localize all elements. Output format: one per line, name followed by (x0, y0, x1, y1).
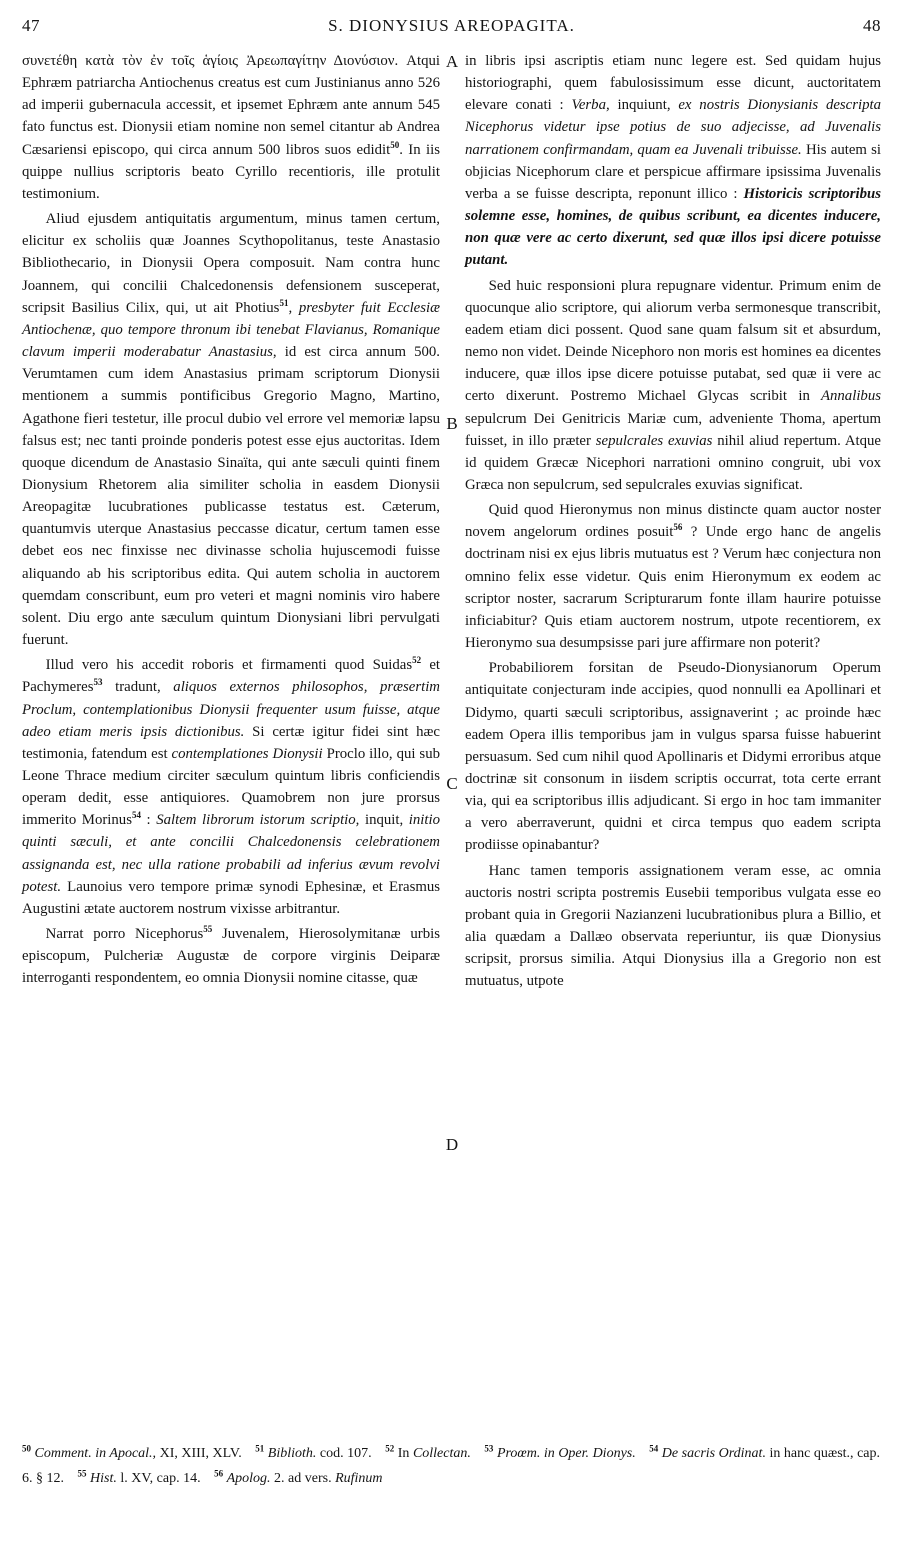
left-column (22, 50, 440, 990)
page-number-right: 48 (863, 16, 881, 35)
text-run: inquiunt, (609, 97, 671, 114)
margin-letter: B (446, 414, 458, 433)
text-run: Juvenalem, Hierosolymitanæ urbis episcopum, Pulcheriæ Augustæ de corpore virginis Deiparæ interroganti respondentem, eo omnia Dionysii nomine citasse, quæ (22, 926, 440, 987)
footnote-italic: Biblioth. (267, 1445, 317, 1461)
page-header (22, 8, 881, 38)
text-run: Si certæ igitur fidei sint hæc testimonia, fatendum est (22, 723, 440, 762)
footnote-ref: 54 (131, 810, 141, 821)
italic-run: contemplationes Dionysii (167, 745, 323, 762)
text-run: sepulcrum Dei Genitricis Mariæ cum, adveniente Thoma, apertum fuisset, in illo præter (465, 410, 881, 449)
footnote-mark: 51 (255, 1443, 265, 1453)
footnote (77, 1468, 201, 1487)
footnote-text: In (397, 1445, 413, 1461)
paragraph (465, 275, 881, 497)
footnote (385, 1443, 471, 1461)
text-run: inquit, (359, 812, 404, 829)
footnote-mark: 56 (214, 1468, 224, 1479)
paragraph (465, 50, 881, 272)
text-run: ? Unde ergo hanc de angelis doctrinam nisi ex ejus libris mutuatus est ? Verum hæc conjectura non omnino felix esse videtur. Quis enim Hieronymum ex eodem ac scriptor noster, sacrarum Scripturarum fonte illam haurire potuisse inficiabitur? Quis etiam auctorem nostrum, utpote recentiorem, ex Hieronymo sua desumpsisse pari jure affirmare non poterit? (465, 524, 881, 652)
paragraph (22, 208, 440, 651)
text-run: Illud vero his accedit roboris et firmamenti quod Suidas (45, 657, 413, 674)
text-run: Aliud ejusdem antiquitatis argumentum, minus tamen certum, elicitur ex scholiis quæ Joannes Scythopolitanus, teste Anastasio Bibliothecario, in Dionysii Opera composuit. Nam contra hunc Joannem, qui concilii Chalcedonensis defensionem susceperat, scripsit Basilius Cilix, qui, ut ait Photius (22, 211, 440, 316)
italic-run: Verba, (563, 97, 610, 114)
text-run: nihil aliud repertum. Atque id quidem Græcæ Nicephori narrationi omnino congruit, ubi vox Græca non sepulcrum, sed sepulcrales exuvias significat. (465, 432, 881, 493)
footnote (214, 1468, 383, 1487)
text-run: Narrat porro Nicephorus (45, 926, 204, 943)
paragraph (22, 923, 440, 989)
footnote-ref: 56 (673, 522, 683, 533)
footnote-italic: Apolog. (226, 1471, 271, 1487)
italic-run: Saltem librorum istorum scriptio, (150, 812, 360, 829)
text-run: Hanc tamen temporis assignationem veram esse, ac omnia auctoris nostri scripta postremis Eusebii temporibus vulgata esse eo probant quia in Gregorii Nazianzeni lucubrationibus plura a Billio, et alia quædam a Dallæo observata reperiuntur, iis quæ Dionysius scripsit, prorsus similia. Atqui Dionysius illa a Gregorio non est mutuatus, utpote (465, 862, 881, 990)
footnote-italic: Proœm. in Oper. Dionys. (496, 1445, 636, 1461)
running-title: S. DIONYSIUS AREOPAGITA. (328, 16, 575, 35)
italic-run: ex nostris Dionysianis descripta Nicephorus videtur ipse potius de suo adjecisse, ad Juvenalis narrationem confirmandam, quam ea Juvenali tribuisse. (465, 97, 882, 158)
margin-letter: C (446, 774, 458, 793)
footnote-text: in hanc quæst., cap. 6. § 12. (22, 1445, 880, 1487)
footnote-mark: 53 (484, 1443, 494, 1453)
italic-run: Annalibus (809, 388, 881, 405)
footnote-text: 2. ad vers. (270, 1471, 336, 1487)
footnote-ref: 52 (412, 655, 422, 666)
paragraph (465, 860, 881, 993)
footnote-italic: Collectan. (412, 1445, 471, 1461)
footnote (255, 1443, 372, 1461)
text-run: in libris ipsi ascriptis etiam nunc legere est. Sed quidam hujus historiographi, quem fabulosissimum esse dicunt, auctoritatem elevare conati : (465, 53, 881, 114)
margin-letter: D (445, 1135, 459, 1154)
footnote-italic: Hist. (90, 1471, 117, 1487)
text-run: , id est circa annum 500. Verumtamen cum idem Anastasius primam scriptorum Dionysii mentionem a summis pontificibus Gregorio Magno, Martino, Agathone fieri testetur, ille procul dubio vel errore vel memoriæ lapsu falsus est; nec tanti proinde ponderis potest esse ejus auctoritas. Idem quoque dicendum de Anastasio Sinaïta, qui ante sæculi quinti finem Dionysium Rhetorem alia similiter scholia in easdem Dionysii Areopagitæ lucubrationes publicasse testatus est. Cæterum, quantumvis uterque Anastasius peccasse dicatur, certum tamen esse debet eos nec finxisse nec divinasse scholia hujuscemodi fuisse aliquando ab his scriptoribus edita. Qui autem scholia in auctorem quemdam conscribunt, eum pro veteri et magni nominis viro habere solent. Diu ergo ante sæculum quintum Dionysiani libri pervulgati fuerunt. (22, 344, 440, 649)
footnote-italic: Rufinum (335, 1471, 383, 1487)
footnote-text: cod. 107. (316, 1445, 372, 1461)
paragraph (465, 657, 881, 856)
text-run: His autem si objicias Nicephorum clare et perspicue affirmare ipsissima Juvenalis verba a se fuisse descripta, reponunt illico : (465, 141, 881, 202)
italic-run: initio quinti sæculi, et ante concilii Chalcedonensis celebrationem assignanda est, nec ulla ratione probabili ad inferius ævum revolvi potest. (22, 812, 440, 895)
footnote-italic: De sacris Ordinat. (661, 1445, 766, 1461)
text-run: tradunt, (102, 679, 161, 696)
text-run: Probabiliorem forsitan de Pseudo-Dionysianorum Operum antiquitate conjecturam inde accipies, quod nonnulli ea Apollinari et Didymo, quarti sæculi scriptoribus, assignaverint ; ac proinde hæc eadem Opera illis temporibus jam in vulgus sparsa fuisse habuerint persuasum. Sed cum nihil quod Apollinaris et Didymi erroribus atque doctrinæ sit consonum in iisdem scriptis occurrat, tota certe errant via, qui ea scriptoribus illis adjudicant. Si ergo in hoc tam immaniter a vero aberraverunt, quidni et circa tempus quo eadem scripta prodiisse opinabantur? (465, 660, 881, 854)
footnotes (22, 1438, 880, 1489)
right-column (465, 50, 881, 993)
footnote-text: XI, XIII, XLV. (156, 1445, 242, 1461)
footnote-mark: 54 (649, 1443, 659, 1453)
text-run: Proclo illo, qui sub Leone Thrace medium circiter sæculum quintum libris conficiendis operam dedit, esse antiquiores. Quamobrem non jure prorsus immerito Morinus (22, 745, 440, 829)
footnote-ref: 55 (203, 924, 213, 935)
footnote-mark: 55 (77, 1468, 87, 1479)
footnote-text: l. XV, cap. 14. (116, 1471, 201, 1487)
italic-run: , presbyter fuit Ecclesiæ Antiochenæ, quo tempore thronum ibi tenebat Flavianus, Romanique clavum imperii moderabatur Anastasius (22, 299, 440, 361)
text-run: et Pachymeres (22, 657, 440, 696)
page-number-left: 47 (22, 16, 40, 35)
italic-run: aliquos externos philosophos, præsertim Proclum, contemplationibus Dionysii frequenter usum fuisse, atque adeo etiam meris ipsis dictionibus. (22, 679, 440, 740)
footnote (484, 1443, 636, 1461)
footnote-ref: 50 (390, 139, 400, 150)
text-run: συνετέθη κατὰ τὸν ἐν τοῖς ἁγίοις Ἀρεωπαγίτην Διονύσιον. Atqui Ephræm patriarcha Antiochenus creatus est cum Justinianus anno 526 ad imperii gubernacula accessit, et ipsemet Ephræm ante annum 545 fato functus est. Dionysii etiam nomine non semel citantur ab Andrea Cæsariensi episcopo, qui circa annum 500 libros suos edidit (22, 53, 440, 158)
italic-run: Historicis scriptoribus solemne esse, homines, de quibus scribunt, ea dicentes inducere, non quæ vere ac certo dixerunt, sed quæ illos ipsi dicere potuisse putant. (465, 185, 881, 269)
text-run: Sed huic responsioni plura repugnare videntur. Primum enim de quocunque alio scriptore, qui aliorum verba sermonesque transcribit, eadem etiam dici possent. Quod sane quam falsum sit et absurdum, nemo non videt. Deinde Nicephoro non moris est homines ea dicentes inducere, quæ illos ipse dicere potuisse putabat, sed quæ ii vere ac certo dixerunt. Postremo Michael Glycas scribit in (465, 277, 881, 405)
paragraph (22, 654, 440, 920)
paragraph (22, 50, 440, 205)
footnote-mark: 52 (385, 1443, 395, 1453)
text-run: . In iis quippe nullius scriptoris beato Cyrillo recentioris, ille protulit testimonium. (22, 141, 440, 202)
footnote-ref: 53 (93, 677, 103, 688)
text-run: Quid quod Hieronymus non minus distincte quam auctor noster novem angelorum ordines posuit (465, 502, 881, 541)
footnote-mark: 50 (22, 1443, 31, 1453)
margin-letter: A (445, 52, 459, 71)
italic-run: sepulcrales exuvias (590, 432, 713, 449)
paragraph (465, 499, 881, 654)
text-run: : (140, 812, 151, 829)
footnote-italic: Comment. in Apocal., (34, 1445, 157, 1461)
footnote (22, 1443, 242, 1461)
text-run: Launoius vero tempore primæ synodi Ephesinæ, et Erasmus Augustini ætate auctorem nostrum vixisse arbitrantur. (22, 878, 440, 917)
footnote-ref: 51 (279, 297, 289, 308)
